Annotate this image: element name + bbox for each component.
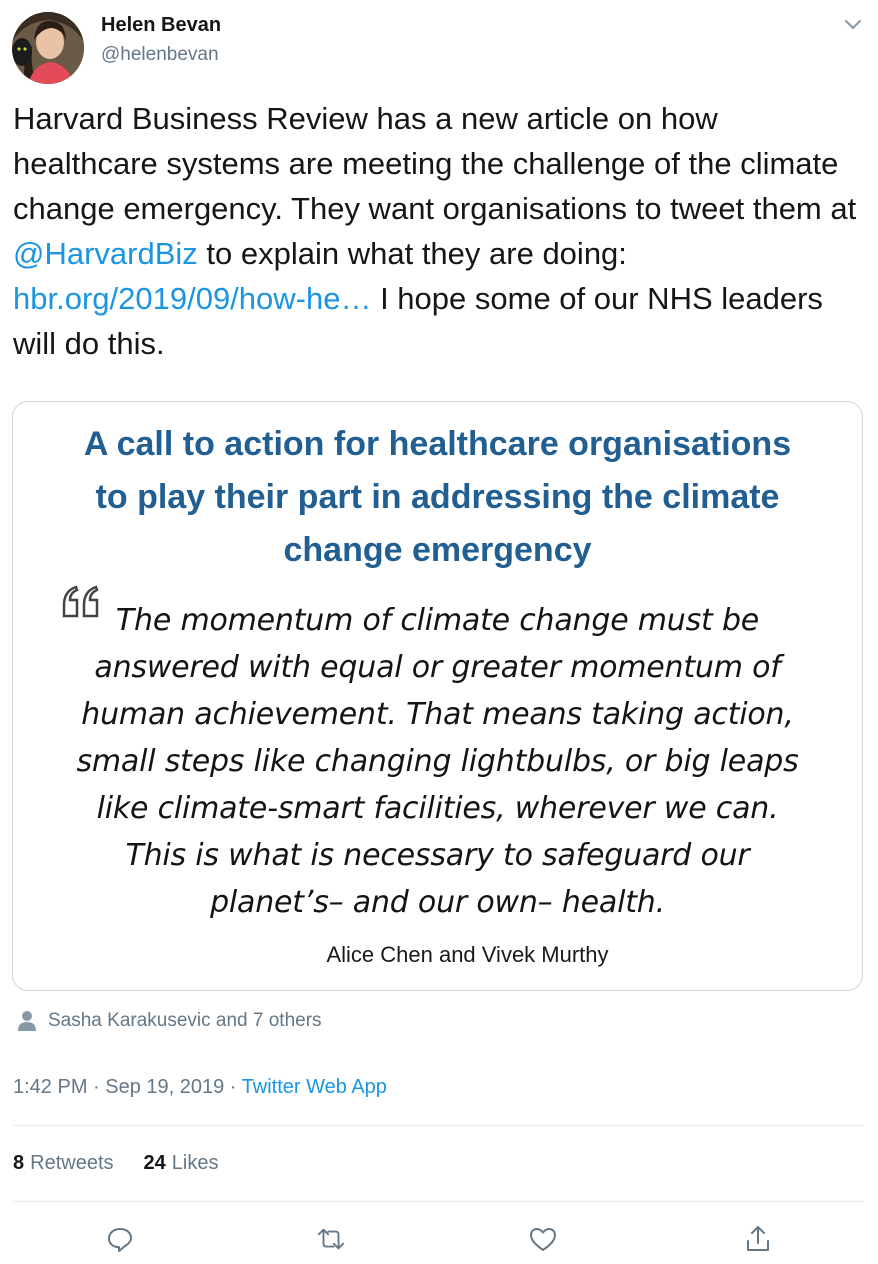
stats-row [13, 1152, 248, 1175]
divider [13, 1201, 864, 1202]
like-button[interactable] [528, 1222, 558, 1256]
card-heading-line: A call to action for healthcare organisations [83, 425, 792, 463]
liked-by-row[interactable] [17, 1010, 322, 1032]
likes-stat[interactable] [144, 1152, 219, 1175]
source-link[interactable]: Twitter Web App [241, 1076, 387, 1098]
liked-by-text: Sasha Karakusevic and 7 others [48, 1010, 322, 1031]
tweet-image[interactable] [12, 401, 863, 991]
retweets-count: 8 [13, 1152, 25, 1174]
retweet-icon [316, 1225, 346, 1253]
quote-line: small steps like changing lightbulbs, or big leaps [76, 744, 799, 779]
card-quote [13, 597, 862, 926]
likes-count: 24 [143, 1152, 166, 1174]
quote-line: planet’s– and our own– health. [210, 885, 665, 920]
article-link[interactable]: hbr.org/2019/09/how-he… [13, 281, 372, 316]
retweets-label: Retweets [30, 1152, 114, 1174]
timestamp-row [13, 1076, 387, 1099]
card-heading-line: change emergency [283, 531, 592, 569]
mention-link[interactable]: @HarvardBiz [13, 236, 198, 271]
reply-button[interactable] [105, 1222, 135, 1256]
author-handle[interactable]: @helenbevan [101, 44, 219, 65]
avatar-image [12, 12, 84, 84]
quote-line: answered with equal or greater momentum of [94, 650, 781, 685]
tweet-text-part: to explain what they are doing: [197, 236, 627, 271]
share-button[interactable] [743, 1222, 773, 1256]
author-name[interactable]: Helen Bevan [101, 14, 222, 36]
quote-line: This is what is necessary to safeguard our [125, 838, 750, 873]
author-avatar[interactable] [12, 12, 84, 84]
divider [13, 1125, 864, 1126]
user-icon [17, 1010, 37, 1032]
retweets-stat[interactable] [13, 1152, 114, 1175]
share-icon [744, 1224, 772, 1254]
tweet-text-part: I hope some of our NHS leaders will do this. [13, 281, 823, 361]
heart-icon [528, 1225, 558, 1253]
card-heading [13, 418, 862, 577]
quote-line: like climate-smart facilities, wherever we can. [96, 791, 779, 826]
likes-label: Likes [171, 1152, 219, 1174]
card-heading-line: to play their part in addressing the climate [95, 478, 780, 516]
separator: · [224, 1076, 242, 1098]
tweet-text-part: Harvard Business Review has a new article on how healthcare systems are meeting the challenge of the climate change emergency. They want organisations to tweet them at [13, 101, 857, 226]
quote-author: Alice Chen and Vivek Murthy [326, 942, 609, 967]
tweet-text [13, 96, 865, 366]
chevron-down-icon[interactable] [841, 12, 865, 36]
retweet-button[interactable] [316, 1222, 346, 1256]
quote-line: The momentum of climate change must be [115, 603, 760, 638]
reply-icon [106, 1225, 134, 1253]
timestamp[interactable]: 1:42 PM · Sep 19, 2019 [13, 1076, 225, 1098]
quote-line: human achievement. That means taking action, [81, 697, 794, 732]
